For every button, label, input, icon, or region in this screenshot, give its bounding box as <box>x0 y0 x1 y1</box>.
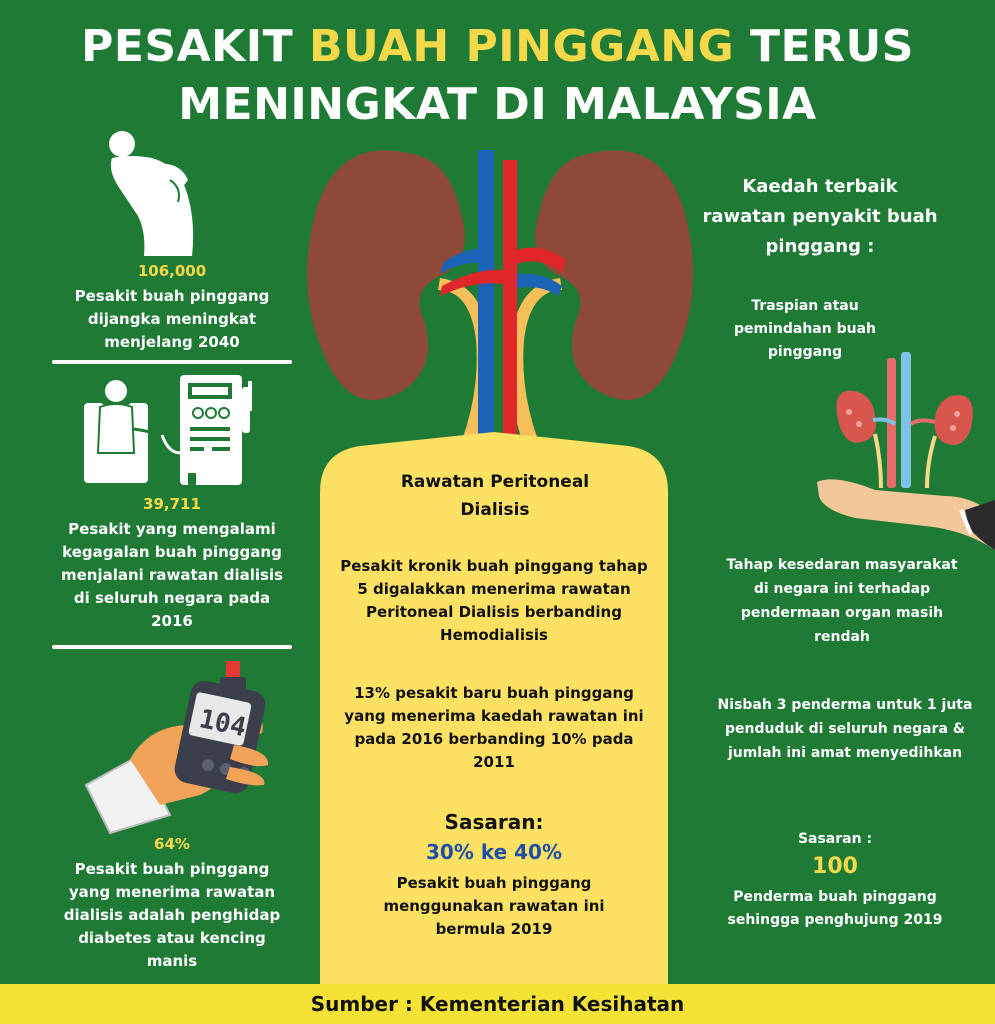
kidneys-illustration <box>300 140 700 440</box>
dialysis-machine-icon <box>78 373 268 488</box>
kidney-in-hand-icon <box>815 350 995 550</box>
center-paragraph-2: 13% pesakit baru buah pinggang yang menerima kaedah rawatan ini pada 2016 berbanding 10% pada 2011 <box>344 684 644 771</box>
stat-2-value: 39,711 <box>143 495 201 513</box>
glucometer-hand-icon <box>80 655 280 835</box>
center-target-value: 30% ke 40% <box>426 840 562 864</box>
back-pain-person-icon <box>100 128 200 256</box>
right-target-value: 100 <box>812 854 858 879</box>
right-target-description: Penderma buah pinggang sehingga penghujung 2019 <box>727 889 943 928</box>
right-target-label: Sasaran : <box>797 831 873 847</box>
stat-3-description: Pesakit buah pinggang yang menerima rawatan dialisis adalah penghidap diabetes atau kencing manis <box>63 860 281 970</box>
right-item-1: Traspian atau pemindahan buah pinggang <box>734 298 876 360</box>
right-item-2: Tahap kesedaran masyarakat di negara ini terhadap pendermaan organ masih rendah <box>726 557 958 645</box>
right-heading: Kaedah terbaik rawatan penyakit buah pinggang : <box>702 176 938 257</box>
center-target-description: Pesakit buah pinggang menggunakan rawatan ini bermula 2019 <box>383 874 605 938</box>
stat-3-value: 64% <box>154 835 190 853</box>
title-line-1: PESAKIT BUAH PINGGANG TERUS <box>81 21 914 72</box>
divider-2 <box>52 645 292 649</box>
page-title <box>0 18 995 134</box>
center-paragraph-1: Pesakit kronik buah pinggang tahap 5 digalakkan menerima rawatan Peritoneal Dialisis berbanding Hemodialisis <box>340 557 648 644</box>
glucometer-reading: 104 <box>196 704 249 744</box>
center-heading: Rawatan Peritoneal Dialisis <box>400 472 590 520</box>
stat-1-description: Pesakit buah pinggang dijangka meningkat menjelang 2040 <box>74 287 270 351</box>
stat-1-value: 106,000 <box>137 262 207 280</box>
right-item-3: Nisbah 3 penderma untuk 1 juta penduduk di seluruh negara & jumlah ini amat menyedihkan <box>717 697 973 761</box>
stat-2-description: Pesakit yang mengalami kegagalan buah pinggang menjalani rawatan dialisis di seluruh negara pada 2016 <box>60 520 284 630</box>
title-line-2: MENINGKAT DI MALAYSIA <box>178 79 817 130</box>
divider-1 <box>52 360 292 364</box>
title-highlight: BUAH PINGGANG <box>308 21 735 72</box>
source-footer: Sumber : Kementerian Kesihatan <box>0 984 995 1024</box>
center-target-label: Sasaran: <box>444 810 544 834</box>
